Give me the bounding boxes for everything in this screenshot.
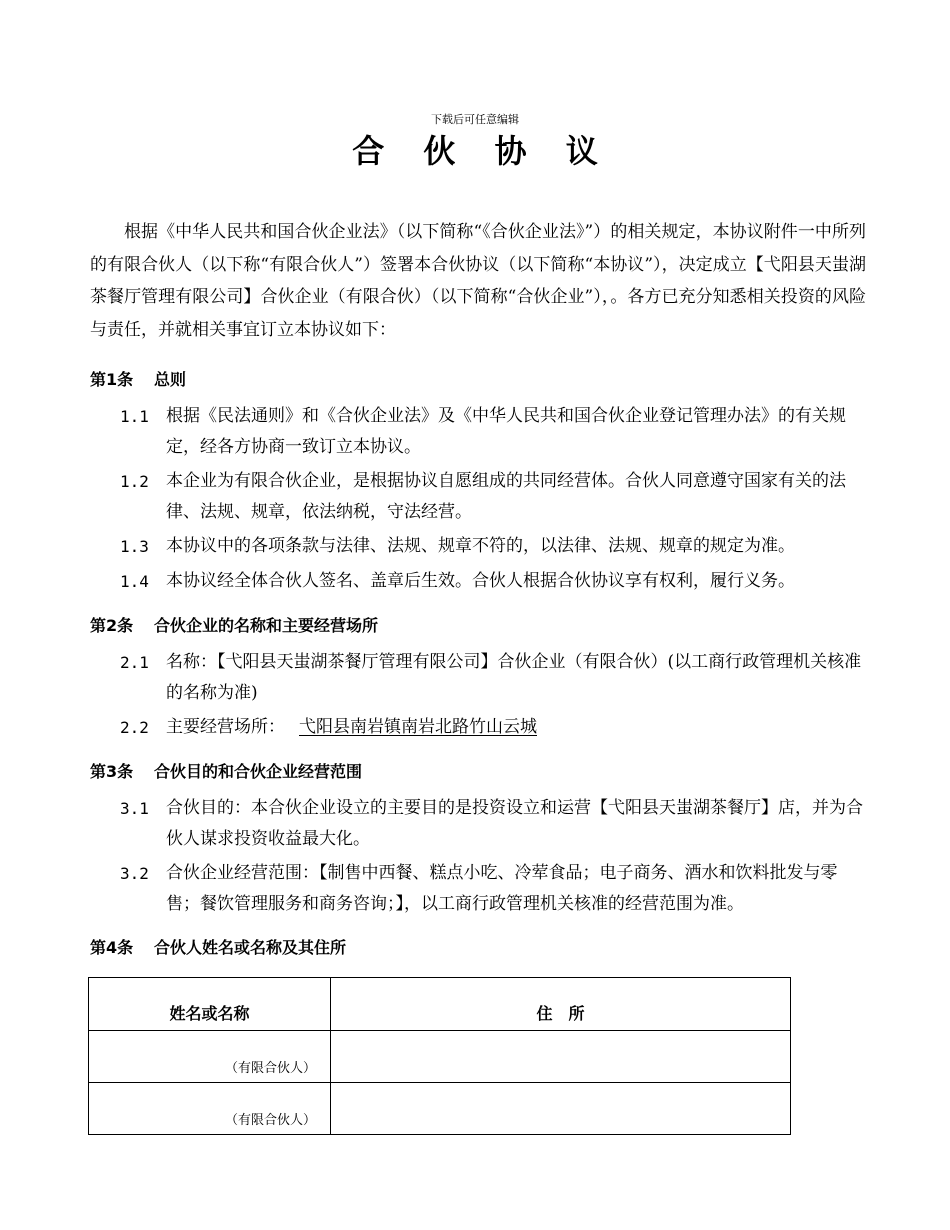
article-title: 合伙企业的名称和主要经营场所 xyxy=(154,616,379,635)
address-column-header: 住 所 xyxy=(331,978,791,1031)
clause-text: 根据《民法通则》和《合伙企业法》及《中华人民共和国合伙企业登记管理办法》的有关规定，经各方协商一致订立本协议。 xyxy=(166,406,846,457)
clause-1-3 xyxy=(120,531,870,562)
address-text: 弋阳县南岩镇南岩北路竹山云城 xyxy=(299,717,537,737)
clause-2-1 xyxy=(120,647,870,709)
clause-1-4 xyxy=(120,566,870,597)
article-title: 合伙人姓名或名称及其住所 xyxy=(154,938,347,957)
clause-text: 名称：【弋阳县天蚩湖茶餐厅管理有限公司】合伙企业（有限合伙）(以工商行政管理机关核准的名称为准) xyxy=(166,652,862,703)
clause-number: 1.2 xyxy=(120,472,149,491)
article-number: 第4条 xyxy=(90,938,134,957)
clause-1-2 xyxy=(120,466,870,528)
clause-number: 1.4 xyxy=(120,572,149,591)
name-column-header: 姓名或名称 xyxy=(89,978,331,1031)
article-3-heading xyxy=(90,761,362,783)
clause-text: 合伙企业经营范围：【制售中西餐、糕点小吃、冷荤食品；电子商务、酒水和饮料批发与零售；餐饮管理服务和商务咨询；】，以工商行政管理机关核准的经营范围为准。 xyxy=(166,863,838,914)
address-label: 主要经营场所： xyxy=(166,717,285,737)
clause-text xyxy=(166,712,870,743)
article-title: 合伙目的和合伙企业经营范围 xyxy=(154,762,363,781)
article-2-heading xyxy=(90,615,378,637)
article-number: 第2条 xyxy=(90,616,134,635)
clause-text: 本协议中的各项条款与法律、法规、规章不符的，以法律、法规、规章的规定为准。 xyxy=(166,536,795,556)
partner-role-cell: （有限合伙人） xyxy=(89,1031,331,1083)
article-4-heading xyxy=(90,937,346,959)
article-number: 第1条 xyxy=(90,370,134,389)
table-header-row xyxy=(89,978,791,1031)
clause-text: 本企业为有限合伙企业，是根据协议自愿组成的共同经营体。合伙人同意遵守国家有关的法律、法规、规章，依法纳税，守法经营。 xyxy=(166,471,846,522)
partner-address-cell xyxy=(331,1083,791,1135)
article-number: 第3条 xyxy=(90,762,134,781)
clause-number: 1.1 xyxy=(120,407,149,426)
clause-2-2 xyxy=(120,712,870,743)
partner-table xyxy=(88,977,791,1135)
clause-number: 2.1 xyxy=(120,653,149,672)
partner-role-cell: （有限合伙人） xyxy=(89,1083,331,1135)
clause-number: 2.2 xyxy=(120,718,149,737)
clause-number: 3.1 xyxy=(120,799,149,818)
table-row xyxy=(89,1083,791,1135)
clause-3-2 xyxy=(120,858,870,920)
article-1-heading xyxy=(90,369,186,391)
clause-text: 合伙目的：本合伙企业设立的主要目的是投资设立和运营【弋阳县天蚩湖茶餐厅】店，并为合伙人谋求投资收益最大化。 xyxy=(166,798,863,849)
article-title: 总则 xyxy=(154,370,187,389)
clause-3-1 xyxy=(120,793,870,855)
clause-number: 1.3 xyxy=(120,537,149,556)
clause-text: 本协议经全体合伙人签名、盖章后生效。合伙人根据合伙协议享有权利，履行义务。 xyxy=(166,571,795,591)
clause-1-1 xyxy=(120,401,870,463)
partner-address-cell xyxy=(331,1031,791,1083)
business-address-value xyxy=(285,717,563,737)
intro-paragraph: 根据《中华人民共和国合伙企业法》（以下简称“《合伙企业法》”）的相关规定，本协议附件一中所列的有限合伙人（以下称“有限合伙人”）签署本合伙协议（以下简称“本协议”），决定成立【弋阳县天蚩湖茶餐厅管理有限公司】合伙企业（有限合伙）（以下简称“合伙企业”），。各方已充分知悉相关投资的风险与责任，并就相关事宜订立本协议如下： xyxy=(90,222,866,340)
download-note: 下载后可任意编辑 xyxy=(431,113,519,126)
clause-number: 3.2 xyxy=(120,864,149,883)
table-row xyxy=(89,1031,791,1083)
document-title: 合 伙 协 议 xyxy=(352,132,612,170)
